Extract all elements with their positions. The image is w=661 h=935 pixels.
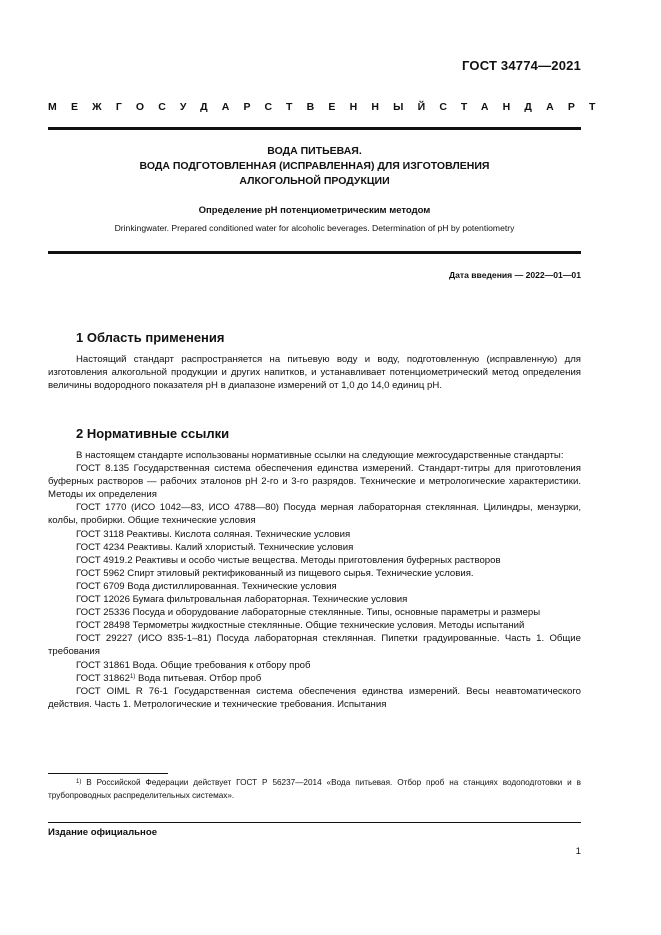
reference-item-oiml: ГОСТ OIML R 76-1 Государственная система обеспечения единства измерений. Весы неавтоматического действия. Часть 1. Метрологические и технические требования. Испытания bbox=[48, 685, 581, 710]
top-rule bbox=[48, 127, 581, 130]
footnote-marker: 1) bbox=[129, 673, 136, 680]
section-1-paragraph: Настоящий стандарт распространяется на питьевую воду и воду, подготовленную (исправленную) для изготовления алкогольной продукции и других напитков, и устанавливает потенциометрический метод определения величины водородного показателя рН в диапазоне измерений от 1,0 до 14,0 единиц рН. bbox=[48, 354, 581, 392]
section-1-body bbox=[48, 353, 581, 392]
reference-item: ГОСТ 29227 (ИСО 835-1–81) Посуда лабораторная стеклянная. Пипетки градуированные. Часть 1. Общие требования bbox=[48, 633, 581, 658]
reference-item-31862 bbox=[48, 672, 581, 685]
section-2-intro: В настоящем стандарте использованы нормативные ссылки на следующие межгосударственные стандарты: bbox=[76, 450, 564, 461]
standard-banner bbox=[48, 101, 610, 113]
gost-number: ГОСТ 34774—2021 bbox=[462, 58, 581, 73]
reference-item: ГОСТ 31861 Вода. Общие требования к отбору проб bbox=[76, 659, 311, 671]
title-line-1: ВОДА ПИТЬЕВАЯ. bbox=[267, 145, 362, 157]
footnote bbox=[48, 777, 581, 802]
reference-item: ГОСТ 12026 Бумага фильтровальная лабораторная. Технические условия bbox=[76, 594, 408, 606]
section-2-heading: 2 Нормативные ссылки bbox=[76, 426, 230, 441]
page-number: 1 bbox=[575, 846, 581, 857]
ref-31862-text: Вода питьевая. Отбор проб bbox=[135, 672, 262, 684]
reference-item: ГОСТ 8.135 Государственная система обеспечения единства измерений. Стандарт-титры для приготовления буферных растворов — рабочих эталонов рН 2-го и 3-го разрядов. Технические и метрологические характеристики. Методы их определения bbox=[48, 463, 581, 501]
bottom-title-rule bbox=[48, 251, 581, 254]
banner-word-interstate: МЕЖГОСУДАРСТВЕННЫЙ bbox=[48, 101, 440, 113]
issue-rule bbox=[48, 822, 581, 823]
footnote-rule bbox=[48, 773, 168, 774]
footnote-text: В Российской Федерации действует ГОСТ Р 56237—2014 «Вода питьевая. Отбор проб на станциях водоподготовки и в трубопроводных распределительных системах». bbox=[48, 778, 581, 800]
footnote-mark: 1) bbox=[76, 779, 82, 785]
reference-item: ГОСТ 25336 Посуда и оборудование лабораторные стеклянные. Типы, основные параметры и размеры bbox=[76, 607, 541, 619]
ref-31862-code: ГОСТ 31862 bbox=[76, 672, 130, 684]
reference-item: ГОСТ 1770 (ИСО 1042—83, ИСО 4788—80) Посуда мерная лабораторная стеклянная. Цилиндры, мензурки, колбы, пробирки. Общие технические условия bbox=[48, 502, 581, 527]
effective-date: Дата введения — 2022—01—01 bbox=[448, 270, 581, 280]
title-line-2: ВОДА ПОДГОТОВЛЕННАЯ (ИСПРАВЛЕННАЯ) ДЛЯ ИЗГОТОВЛЕНИЯ bbox=[139, 160, 490, 172]
section-2-body bbox=[48, 449, 581, 711]
reference-item: ГОСТ 28498 Термометры жидкостные стеклянные. Общие технические условия. Методы испытаний bbox=[76, 620, 525, 632]
reference-item: ГОСТ 6709 Вода дистиллированная. Технические условия bbox=[76, 580, 337, 592]
title-line-3: АЛКОГОЛЬНОЙ ПРОДУКЦИИ bbox=[239, 175, 390, 187]
footnote-text-block bbox=[48, 777, 581, 802]
section-1-heading: 1 Область применения bbox=[76, 330, 225, 345]
document-subtitle: Определение рН потенциометрическим методом bbox=[198, 205, 431, 216]
reference-item: ГОСТ 5962 Спирт этиловый ректификованный из пищевого сырья. Технические условия. bbox=[76, 567, 474, 579]
reference-item: ГОСТ 4919.2 Реактивы и особо чистые вещества. Методы приготовления буферных растворов bbox=[76, 554, 501, 566]
official-edition: Издание официальное bbox=[48, 827, 158, 838]
banner-word-standard: СТАНДАРТ bbox=[439, 101, 610, 113]
reference-item: ГОСТ 4234 Реактивы. Калий хлористый. Технические условия bbox=[76, 541, 354, 553]
english-title: Drinkingwater. Prepared conditioned water for alcoholic beverages. Determination of pH by potentiometry bbox=[114, 223, 515, 233]
reference-item: ГОСТ 3118 Реактивы. Кислота соляная. Технические условия bbox=[76, 528, 351, 540]
document-title bbox=[48, 144, 581, 189]
